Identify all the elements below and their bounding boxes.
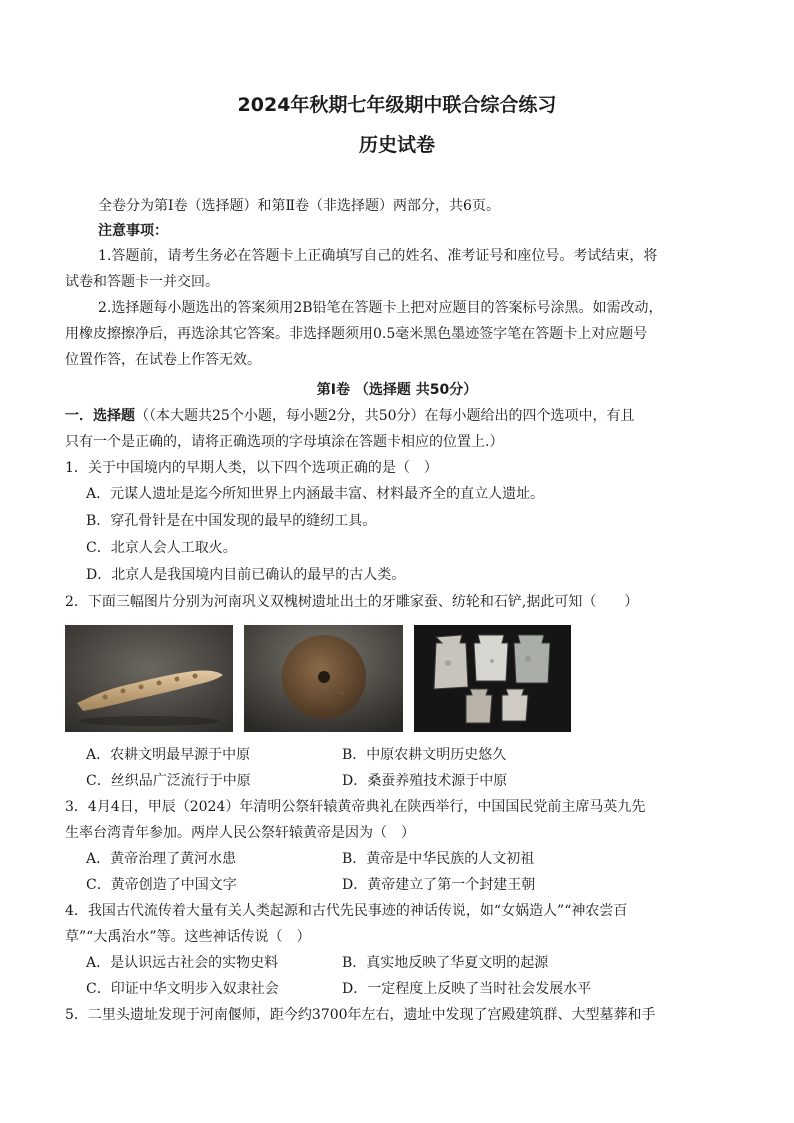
q3-option-b: B．黄帝是中华民族的人文初祖 — [342, 851, 535, 867]
part-title: 一．选择题 — [65, 408, 135, 424]
q3-option-a: A．黄帝治理了黄河水患 — [86, 851, 237, 867]
photo-spindle-whorl — [244, 625, 403, 732]
photo-stone-spades — [414, 625, 571, 732]
notice-2b: 用橡皮擦擦净后，再选涂其它答案。非选择题须用0.5毫米黑色墨迹签字笔在答题卡上对应题号 — [65, 326, 648, 342]
q1-option-c: C．北京人会人工取火。 — [86, 540, 237, 556]
intro-line: 全卷分为第Ⅰ卷（选择题）和第Ⅱ卷（非选择题）两部分，共6页。 — [98, 198, 500, 214]
exam-title: 2024年秋期七年级期中联合综合练习 — [237, 94, 557, 116]
q2-option-b: B．中原农耕文明历史悠久 — [342, 747, 507, 763]
notice-title: 注意事项： — [98, 223, 168, 239]
q4-stem-b: 草”“大禹治水”等。这些神话传说（ ） — [65, 929, 311, 945]
part-desc: （（本大题共25个小题，每小题2分，共50分）在每小题给出的四个选项中，有且 — [135, 408, 635, 424]
silkworm-carving-image — [65, 625, 233, 732]
photo-silkworm — [65, 625, 233, 732]
q1-stem: 1．关于中国境内的早期人类，以下四个选项正确的是（ ） — [65, 460, 438, 476]
q5-stem-a: 5．二里头遗址发现于河南偃师，距今约3700年左右，遗址中发现了宫殿建筑群、大型墓葬和手 — [65, 1007, 656, 1023]
q2-option-d: D．桑蚕养殖技术源于中原 — [342, 773, 508, 789]
q2-stem: 2．下面三幅图片分别为河南巩义双槐树遗址出土的牙雕家蚕、纺轮和石铲,据此可知（ ） — [65, 594, 639, 610]
q4-option-c: C．印证中华文明步入奴隶社会 — [86, 981, 279, 997]
q1-option-d: D．北京人是我国境内目前已确认的最早的古人类。 — [86, 567, 406, 583]
q3-option-d: D．黄帝建立了第一个封建王朝 — [342, 877, 536, 893]
q4-stem-a: 4．我国古代流传着大量有关人类起源和古代先民事迹的神话传说，如“女娲造人”“神农尝百 — [65, 903, 628, 919]
notice-1b: 试卷和答题卡一并交回。 — [65, 274, 219, 290]
exam-subtitle: 历史试卷 — [358, 134, 435, 156]
notice-2c: 位置作答，在试卷上作答无效。 — [65, 352, 261, 368]
stone-spades-image — [414, 625, 571, 732]
section-heading: 第Ⅰ卷 （选择题 共50分） — [316, 382, 478, 398]
q4-option-a: A．是认识远古社会的实物史料 — [86, 955, 279, 971]
notice-1a: 1.答题前，请考生务必在答题卡上正确填写自己的姓名、准考证号和座位号。考试结束，将 — [98, 248, 658, 264]
q4-option-b: B．真实地反映了华夏文明的起源 — [342, 955, 549, 971]
q3-stem-a: 3．4月4日，甲辰（2024）年清明公祭轩辕黄帝典礼在陕西举行，中国国民党前主席马英九先 — [65, 799, 646, 815]
part-intro-b: 只有一个是正确的，请将正确选项的字母填涂在答题卡相应的位置上.） — [65, 434, 504, 450]
q1-option-a: A．元谋人遗址是迄今所知世界上内涵最丰富、材料最齐全的直立人遗址。 — [86, 486, 545, 502]
q2-option-a: A．农耕文明最早源于中原 — [86, 747, 251, 763]
notice-2a: 2.选择题每小题选出的答案须用2B铅笔在答题卡上把对应题目的答案标号涂黑。如需改动， — [98, 300, 663, 316]
q3-stem-b: 生率台湾青年参加。两岸人民公祭轩辕黄帝是因为（ ） — [65, 825, 415, 841]
q1-option-b: B．穿孔骨针是在中国发现的最早的缝纫工具。 — [86, 513, 377, 529]
q2-option-c: C．丝织品广泛流行于中原 — [86, 773, 251, 789]
part-intro-a — [65, 406, 735, 426]
q3-option-c: C．黄帝创造了中国文字 — [86, 877, 237, 893]
spindle-whorl-image — [244, 625, 403, 732]
q4-option-d: D．一定程度上反映了当时社会发展水平 — [342, 981, 592, 997]
